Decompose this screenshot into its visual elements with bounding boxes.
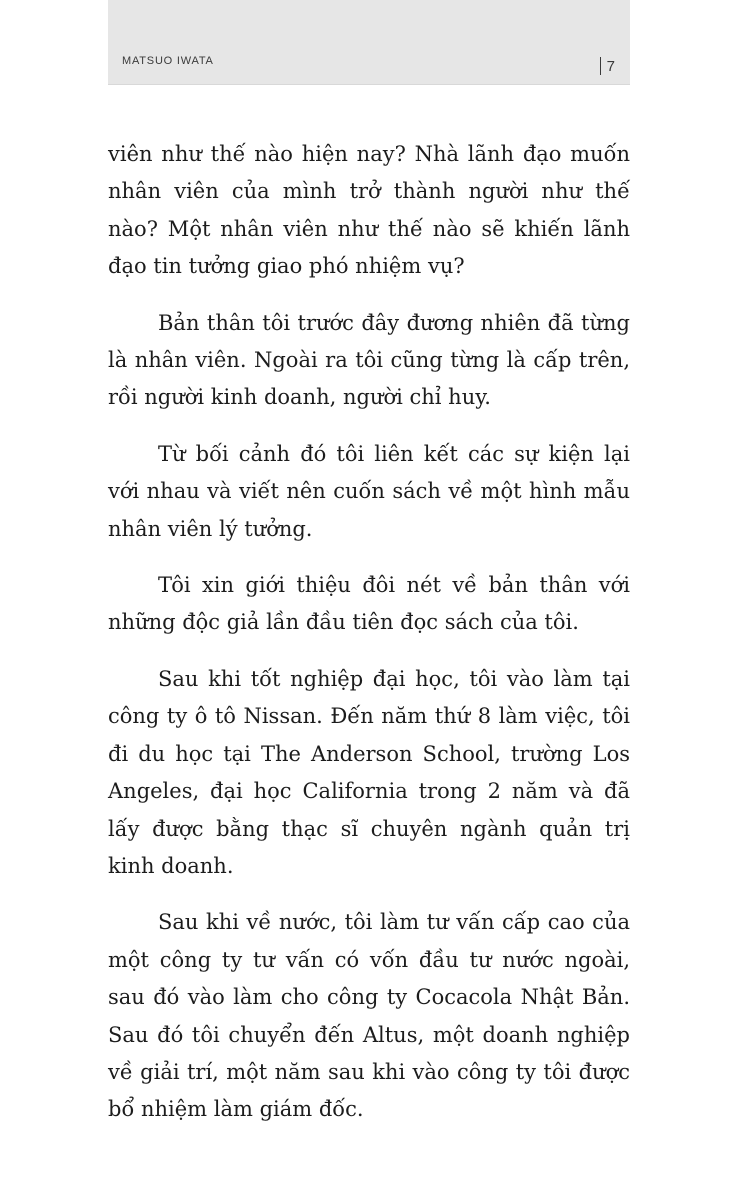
page-number — [600, 57, 615, 77]
paragraph: Sau khi về nước, tôi làm tư vấn cấp cao của một công ty tư vấn có vốn đầu tư nước ngoài, sau đó vào làm cho công ty Cocacola Nhật Bản. Sau đó tôi chuyển đến Altus, một doanh nghiệp về giải trí, một năm sau khi vào công ty tôi được bổ nhiệm làm giám đốc. — [108, 910, 630, 1122]
page-number-value: 7 — [606, 58, 615, 75]
body-text — [108, 136, 630, 1148]
paragraph: Sau khi tốt nghiệp đại học, tôi vào làm tại công ty ô tô Nissan. Đến năm thứ 8 làm việc, tôi đi du học tại The Anderson School, trường Los Angeles, đại học California trong 2 năm và đã lấy được bằng thạc sĩ chuyên ngành quản trị kinh doanh. — [108, 666, 630, 878]
header-separator — [600, 57, 601, 75]
paragraph-continuation: viên như thế nào hiện nay? Nhà lãnh đạo muốn nhân viên của mình trở thành người như thế nào? Một nhân viên như thế nào sẽ khiến lãnh đạo tin tưởng giao phó nhiệm vụ? — [108, 142, 630, 279]
paragraph: Tôi xin giới thiệu đôi nét về bản thân với những độc giả lần đầu tiên đọc sách của tôi. — [108, 573, 630, 635]
paragraph: Từ bối cảnh đó tôi liên kết các sự kiện lại với nhau và viết nên cuốn sách về một hình mẫu nhân viên lý tưởng. — [108, 441, 630, 541]
header-author: MATSUO IWATA — [122, 55, 214, 67]
running-header — [108, 0, 630, 85]
paragraph: Bản thân tôi trước đây đương nhiên đã từng là nhân viên. Ngoài ra tôi cũng từng là cấp trên, rồi người kinh doanh, người chỉ huy. — [108, 310, 630, 410]
